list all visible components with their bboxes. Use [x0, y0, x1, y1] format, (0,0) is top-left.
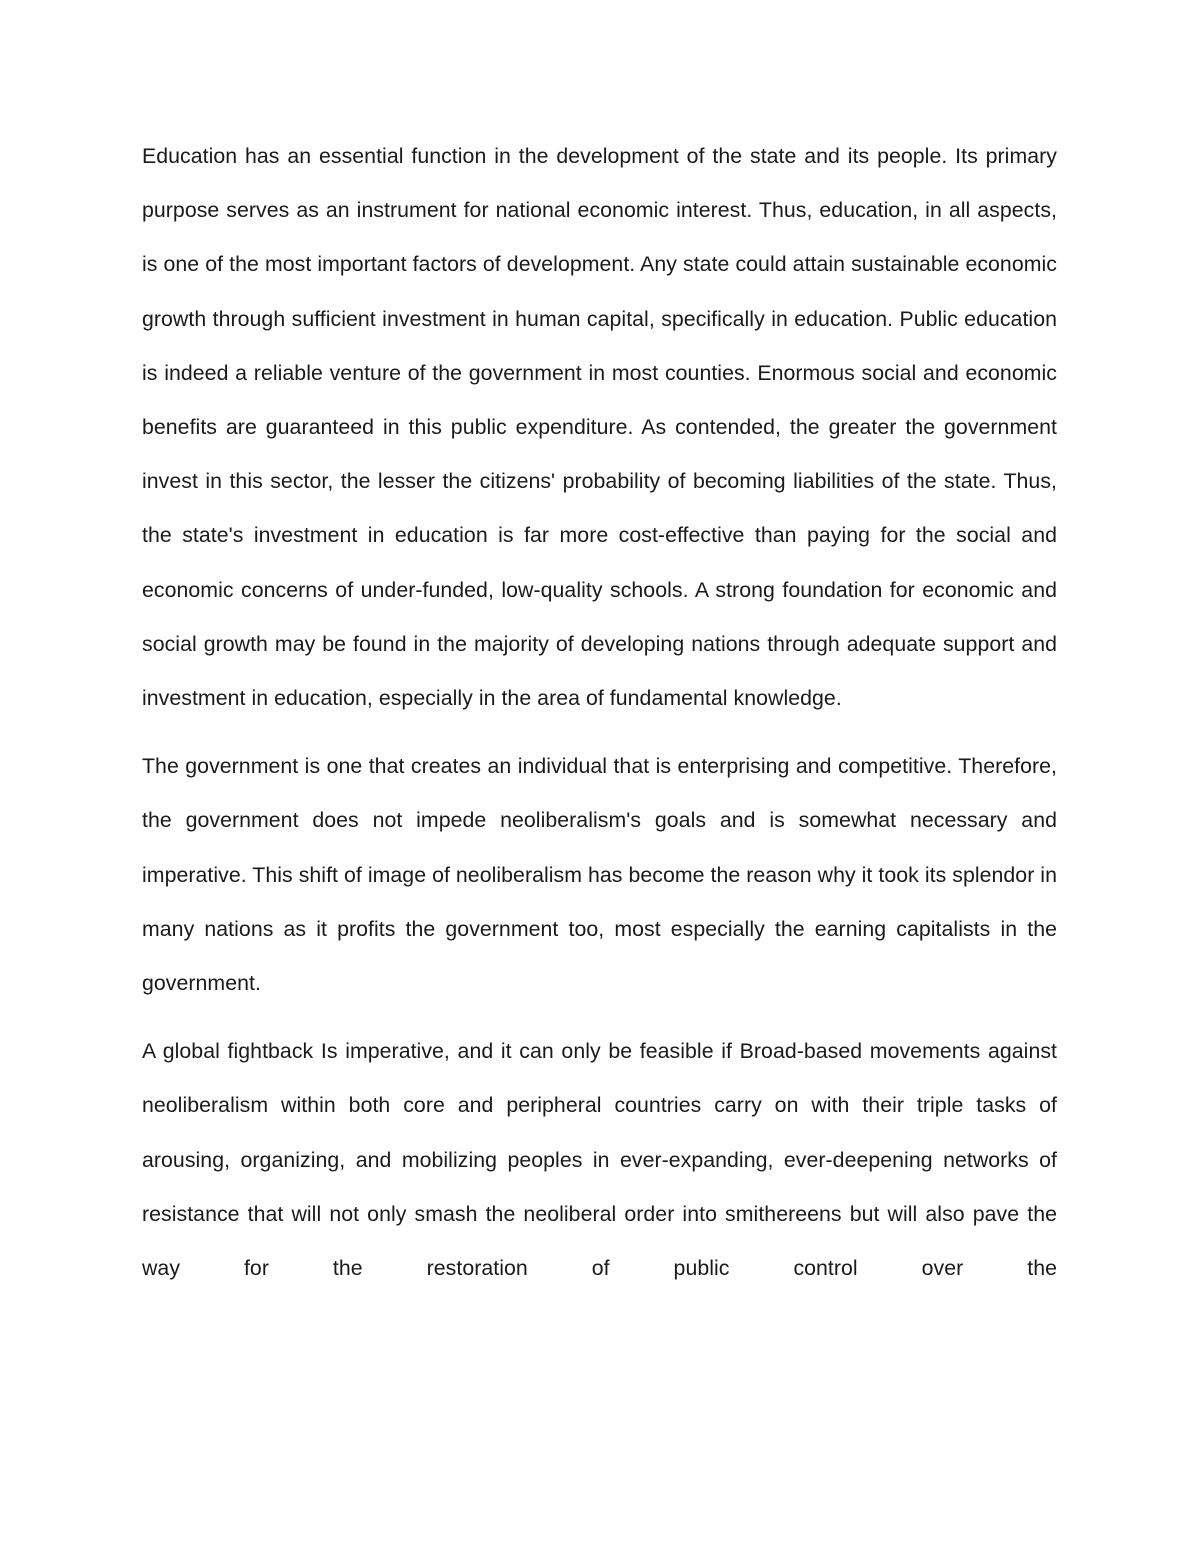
document-body	[142, 129, 1057, 1295]
paragraph-education: Education has an essential function in the development of the state and its people. Its primary purpose serves as an instrument for national economic interest. Thus, education, in all aspects, is one of the most important factors of development. Any state could attain sustainable economic growth through sufficient investment in human capital, specifically in education. Public education is indeed a reliable venture of the government in most counties. Enormous social and economic benefits are guaranteed in this public expenditure. As contended, the greater the government invest in this sector, the lesser the citizens' probability of becoming liabilities of the state. Thus, the state's investment in education is far more cost-effective than paying for the social and economic concerns of under-funded, low-quality schools. A strong foundation for economic and social growth may be found in the majority of developing nations through adequate support and investment in education, especially in the area of fundamental knowledge.	[142, 144, 1057, 711]
paragraph-global-fightback: A global fightback Is imperative, and it can only be feasible if Broad-based movements against neoliberalism within both core and peripheral countries carry on with their triple tasks of arousing, organizing, and mobilizing peoples in ever-expanding, ever-deepening networks of resistance that will not only smash the neoliberal order into smithereens but will also pave the way for the restoration of public control over the	[142, 1039, 1057, 1281]
paragraph-government: The government is one that creates an individual that is enterprising and competitive. Therefore, the government does not impede neoliberalism's goals and is somewhat necessary and imperative. This shift of image of neoliberalism has become the reason why it took its splendor in many nations as it profits the government too, most especially the earning capitalists in the government.	[142, 754, 1057, 996]
